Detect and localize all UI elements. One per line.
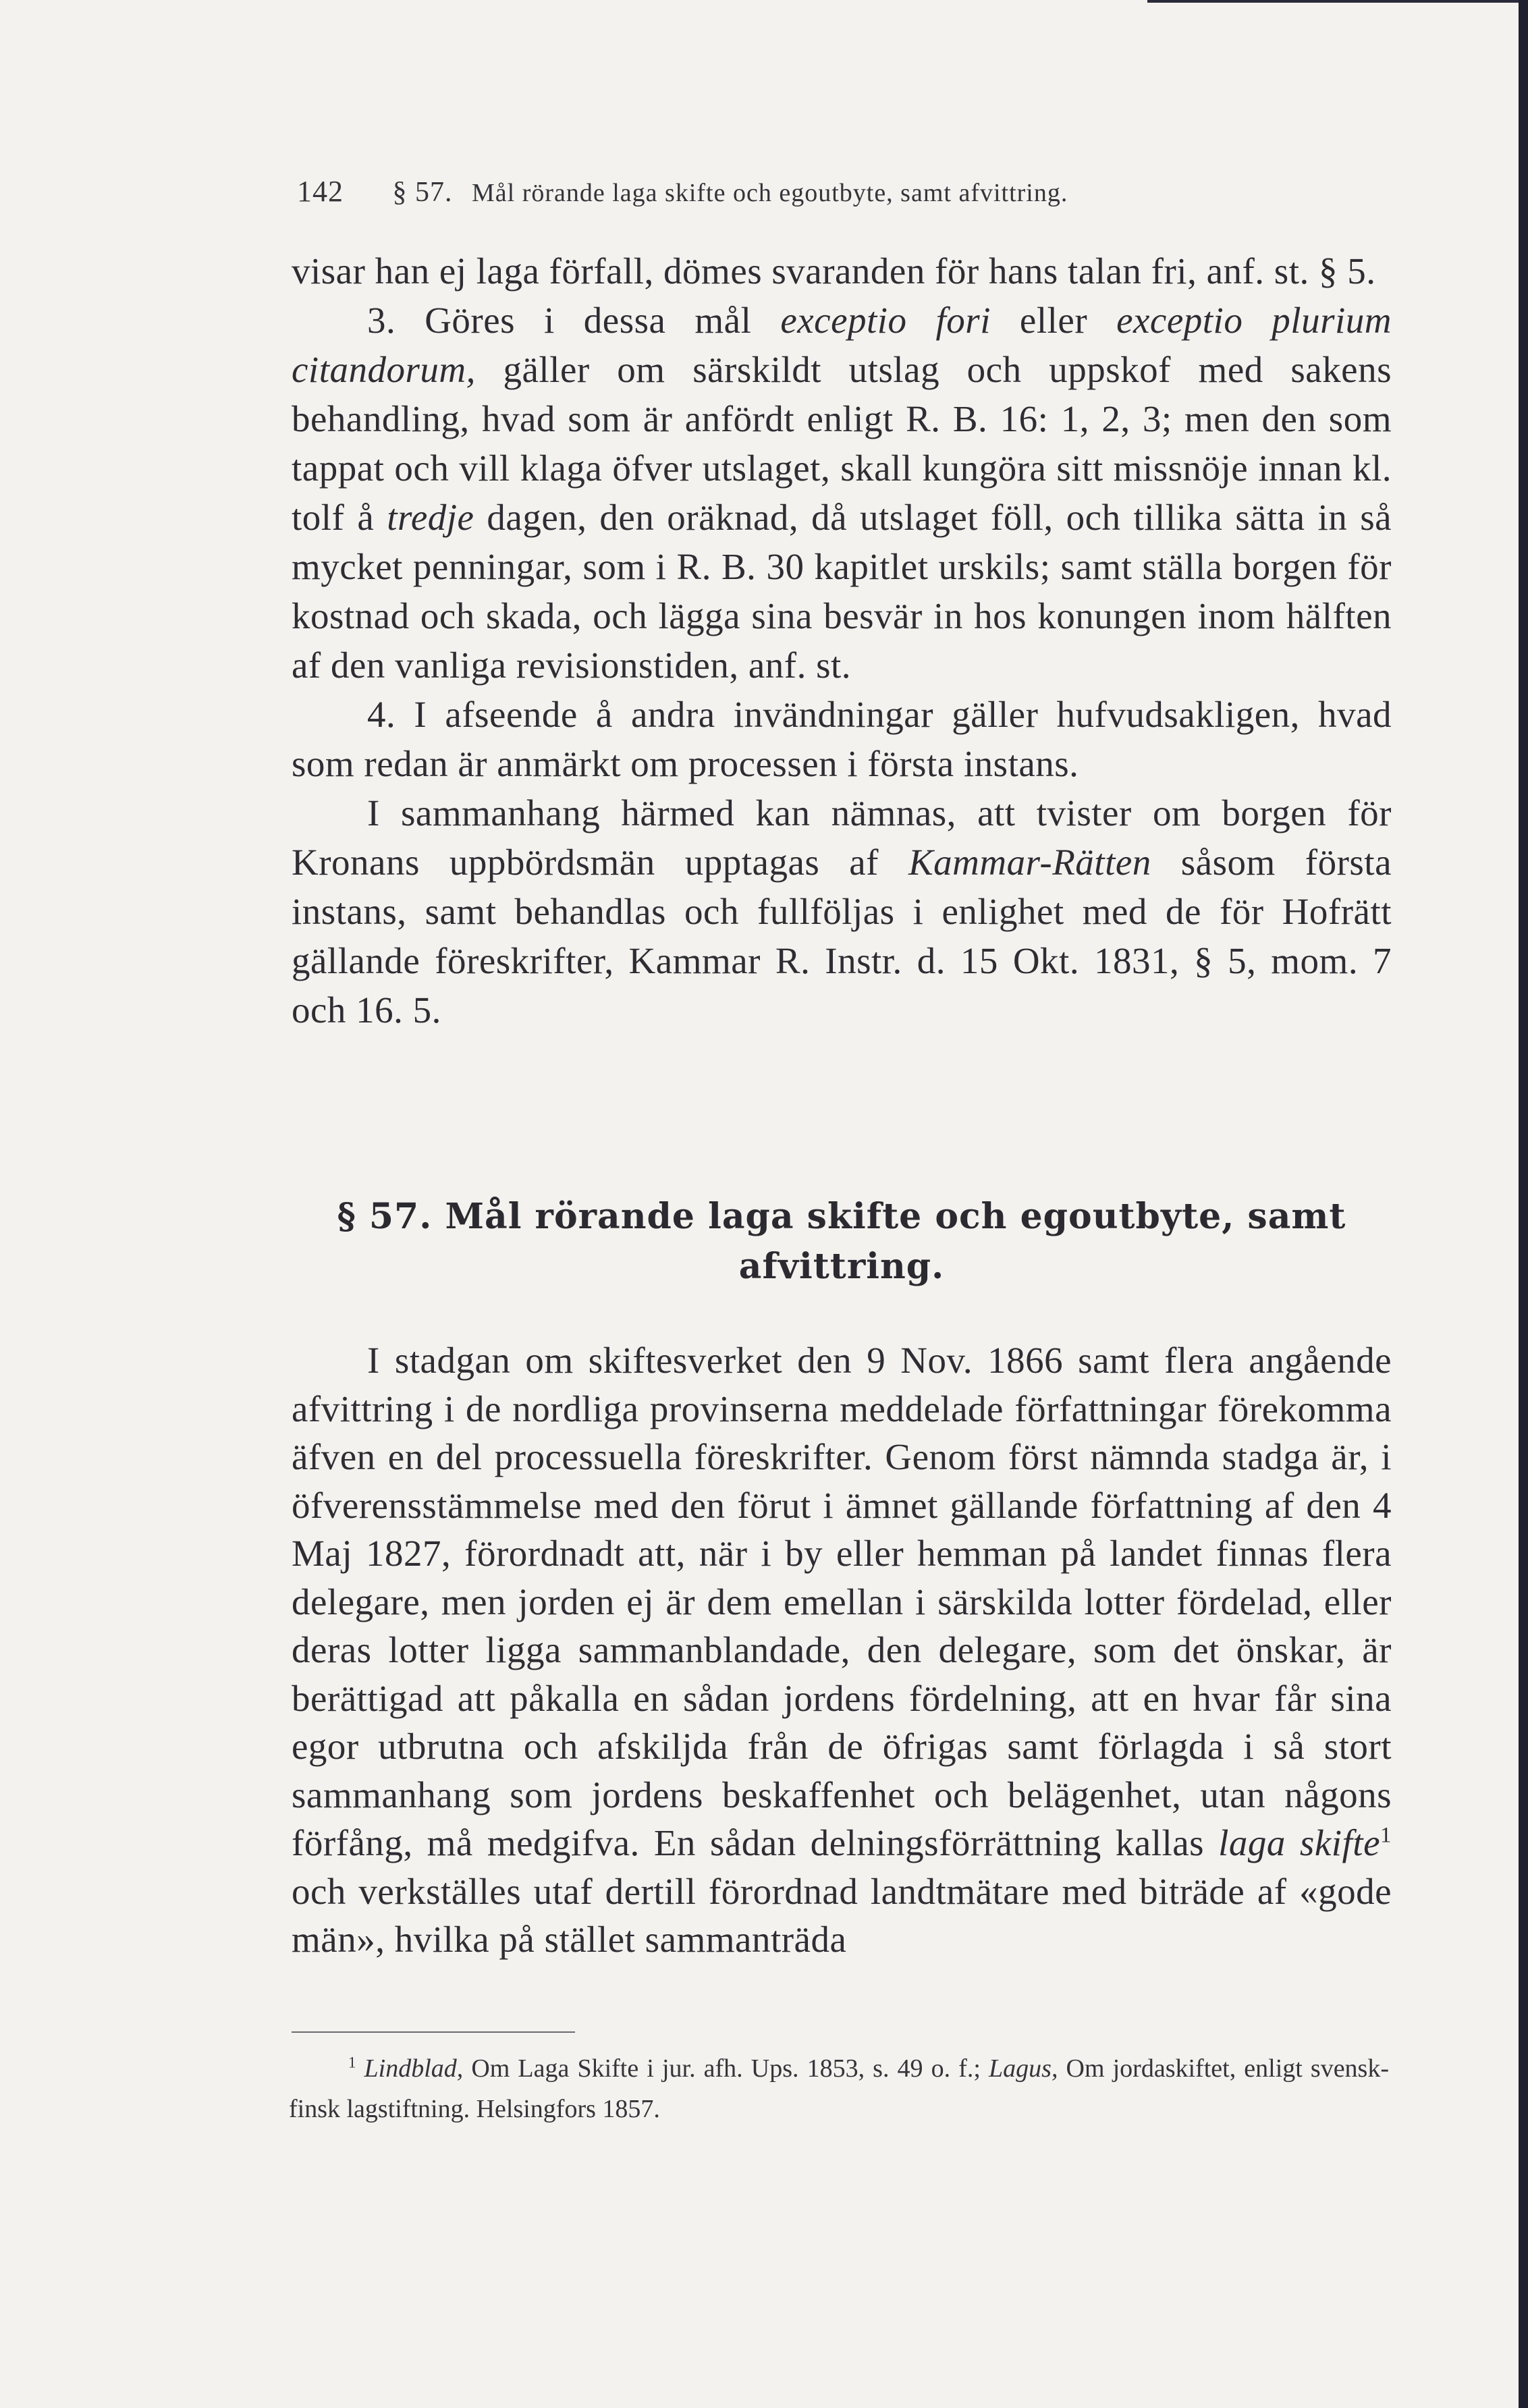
page-right-edge [1519,0,1528,2408]
paragraph: I stadgan om skiftesverket den 9 Nov. 1866 samt flera angående afvittring i de nordliga provinserna meddelade författningar förekomma äfven en del processuella föreskrifter. Genom först nämnda stadga är, i öfverensstämmelse med den förut i ämnet gällande författning af den 4 Maj 1827, förordnadt att, när i by eller hemman på landet finnas flera delegare, men jorden ej är dem emellan i särskilda lotter fördelad, eller deras lotter ligga sammanblandade, den delegare, som det önskar, är berättigad att påkalla en sådan jordens fördelning, att en hvar får sina egor utbrutna och afskiljda från de öfrigas samt förlagda i så stort sammanhang som jordens beskaffenhet och belägenhet, utan någons förfång, må medgifva. En sådan delningsförrättning kallas laga skifte$^1$ och verkställes utaf dertill förordnad landtmätare med biträde af «gode män», hvilka på stället sammanträda [292,1340,1392,1960]
footnote-mark: 1 [348,2054,356,2071]
footnote-reference: 1 [1380,1823,1392,1848]
paragraph: 3. Göres i dessa mål exceptio fori eller exceptio plurium citandorum, gäller om särskildt utslag och uppskof med sakens behandling, hvad som är anfördt enligt R. B. 16: 1, 2, 3; men den som tappat och vill klaga öfver utslaget, skall kungöra sitt missnöje innan kl. tolf å tredje dagen, den oräknad, då utslaget föll, och tillika sätta in så mycket penningar, som i R. B. 30 kapitlet urskils; samt ställa borgen för kostnad och skada, och lägga sina besvär in hos konungen inom hälften af den vanliga revisionstiden, anf. st. [292,300,1392,686]
section-heading-line: afvittring. [738,1246,945,1287]
paragraph: visar han ej laga förfall, dömes svaranden för hans talan fri, anf. st. § 5. [292,250,1376,292]
running-head-title: Mål rörande laga skifte och egoutbyte, samt afvittring. [472,179,1068,207]
footnote [289,2048,1389,2129]
page-number: 142 [297,175,344,208]
section-heading [292,1192,1392,1292]
footnote-text: $^1$ Lindblad, Om Laga Skifte i jur. afh. Ups. 1853, s. 49 o. f.; Lagus, Om jordaskiftet, enligt svensk-finsk lagstiftning. Helsingfors 1857. [289,2054,1389,2123]
body-text-bottom [292,1336,1392,1964]
page-top-edge [1147,0,1528,3]
paragraph: I sammanhang härmed kan nämnas, att tvister om borgen för Kronans uppbördsmän upptagas af Kammar-Rätten såsom första instans, samt behandlas och fullföljas i enlighet med de för Hofrätt gällande föreskrifter, Kammar R. Instr. d. 15 Okt. 1831, § 5, mom. 7 och 16. 5. [292,792,1392,1031]
running-head-section: § 57. [392,177,453,208]
body-text-top [292,246,1392,1035]
footnote-rule [292,2031,575,2033]
section-heading-line: § 57. Mål rörande laga skifte och egoutbyte, samt [337,1196,1346,1237]
paragraph: 4. I afseende å andra invändningar gäller hufvudsakligen, hvad som redan är anmärkt om processen i första instans. [292,694,1392,784]
running-head [297,174,1390,209]
